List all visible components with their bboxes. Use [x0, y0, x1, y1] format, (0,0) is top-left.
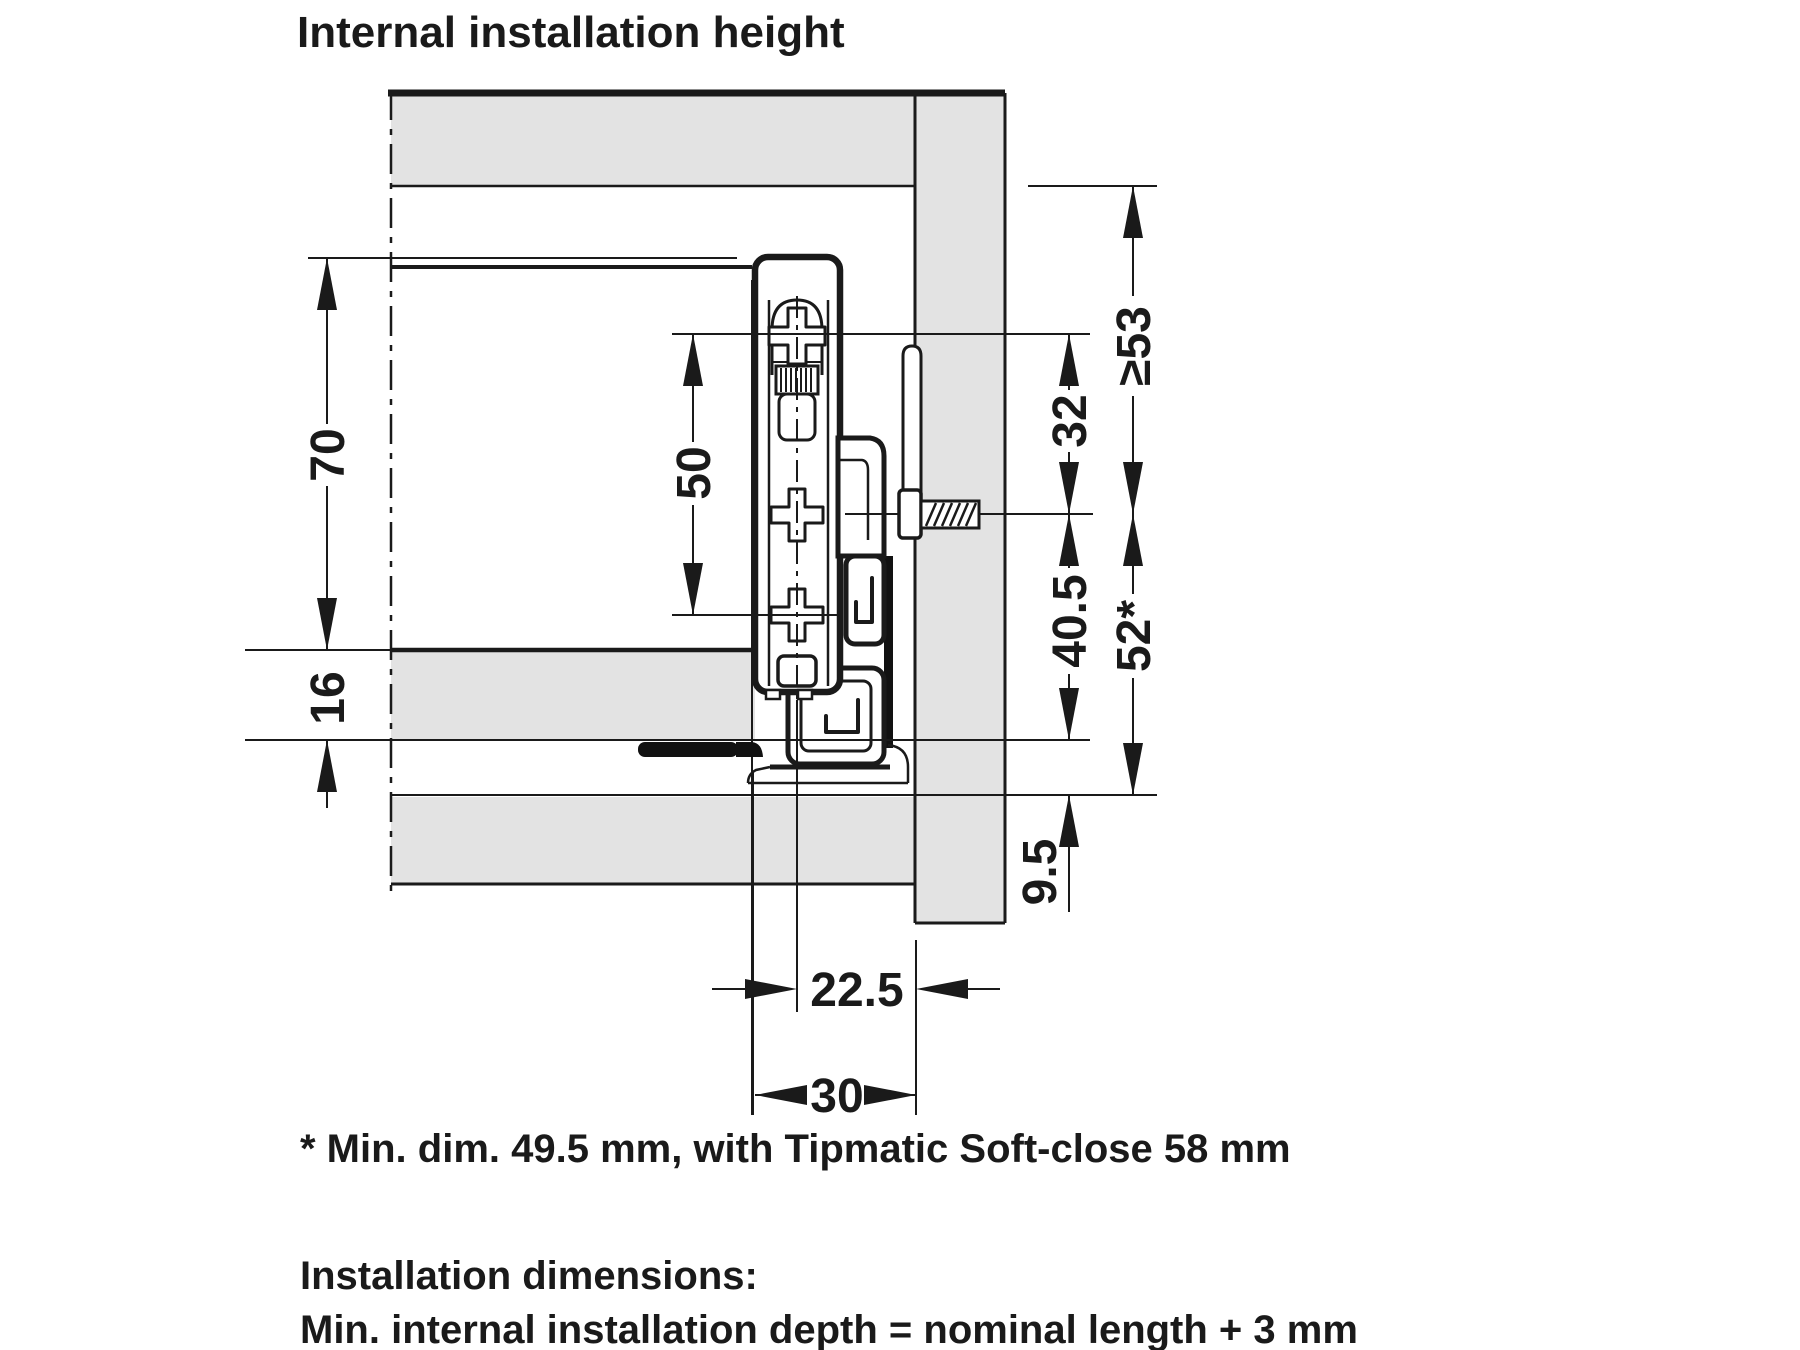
rail-foot-corner [888, 745, 908, 783]
dim-32-label: 32 [1044, 394, 1097, 448]
installation-depth-note: Min. internal installation depth = nominal length + 3 mm [300, 1308, 1358, 1350]
arrow-up [317, 740, 337, 792]
arrow-up [1059, 334, 1079, 386]
arrow-right [864, 1085, 916, 1105]
bracket-tab-right [798, 690, 812, 699]
arrow-up [317, 258, 337, 310]
installation-heading: Installation dimensions: [300, 1254, 758, 1298]
arrow-up [683, 334, 703, 386]
dimension-22-5 [712, 964, 1000, 1017]
dim-52-label: 52* [1108, 599, 1161, 673]
arrow-down [683, 563, 703, 615]
dim-16-label: 16 [302, 671, 355, 725]
arrow-up [1123, 186, 1143, 238]
footnote-asterisk: * Min. dim. 49.5 mm, with Tipmatic Soft-close 58 mm [300, 1127, 1291, 1171]
arrow-down [1123, 743, 1143, 795]
dim-9-5-label: 9.5 [1014, 838, 1067, 906]
page-title: Internal installation height [297, 8, 845, 57]
drawer-bottom-board [391, 652, 755, 740]
top-board [391, 96, 915, 186]
dim-40-5-label: 40.5 [1044, 574, 1097, 668]
bracket-rear-step [838, 438, 884, 556]
dimension-50 [668, 334, 721, 615]
dimension-40-5 [1044, 514, 1097, 740]
arrow-down [317, 598, 337, 650]
arrow-left [755, 1085, 807, 1105]
arrow-right [745, 979, 797, 999]
dimension-53 [1108, 186, 1161, 514]
dimension-32 [1044, 334, 1097, 514]
bracket-rear-flange [903, 346, 921, 505]
bracket-tab-left [766, 690, 780, 699]
dimension-52 [1108, 514, 1161, 795]
rail-upper-hook [846, 556, 884, 644]
screw-head [899, 490, 921, 538]
rail-front-clip [638, 742, 738, 757]
dim-50-label: 50 [668, 446, 721, 500]
rail-front-clip-step [736, 742, 763, 757]
dim-30-label: 30 [810, 1070, 864, 1123]
arrow-down [1123, 462, 1143, 514]
dim-22-5-label: 22.5 [810, 964, 904, 1017]
arrow-left [916, 979, 968, 999]
dimension-70 [302, 258, 355, 650]
dim-70-label: 70 [302, 428, 355, 482]
arrow-up [1059, 514, 1079, 566]
arrow-down [1059, 462, 1079, 514]
dimension-9-5 [1014, 795, 1079, 912]
lower-board [391, 797, 915, 883]
dim-53-label: ≥53 [1108, 306, 1161, 386]
dimension-30 [755, 1070, 916, 1123]
arrow-down [1059, 688, 1079, 740]
arrow-up [1123, 514, 1143, 566]
